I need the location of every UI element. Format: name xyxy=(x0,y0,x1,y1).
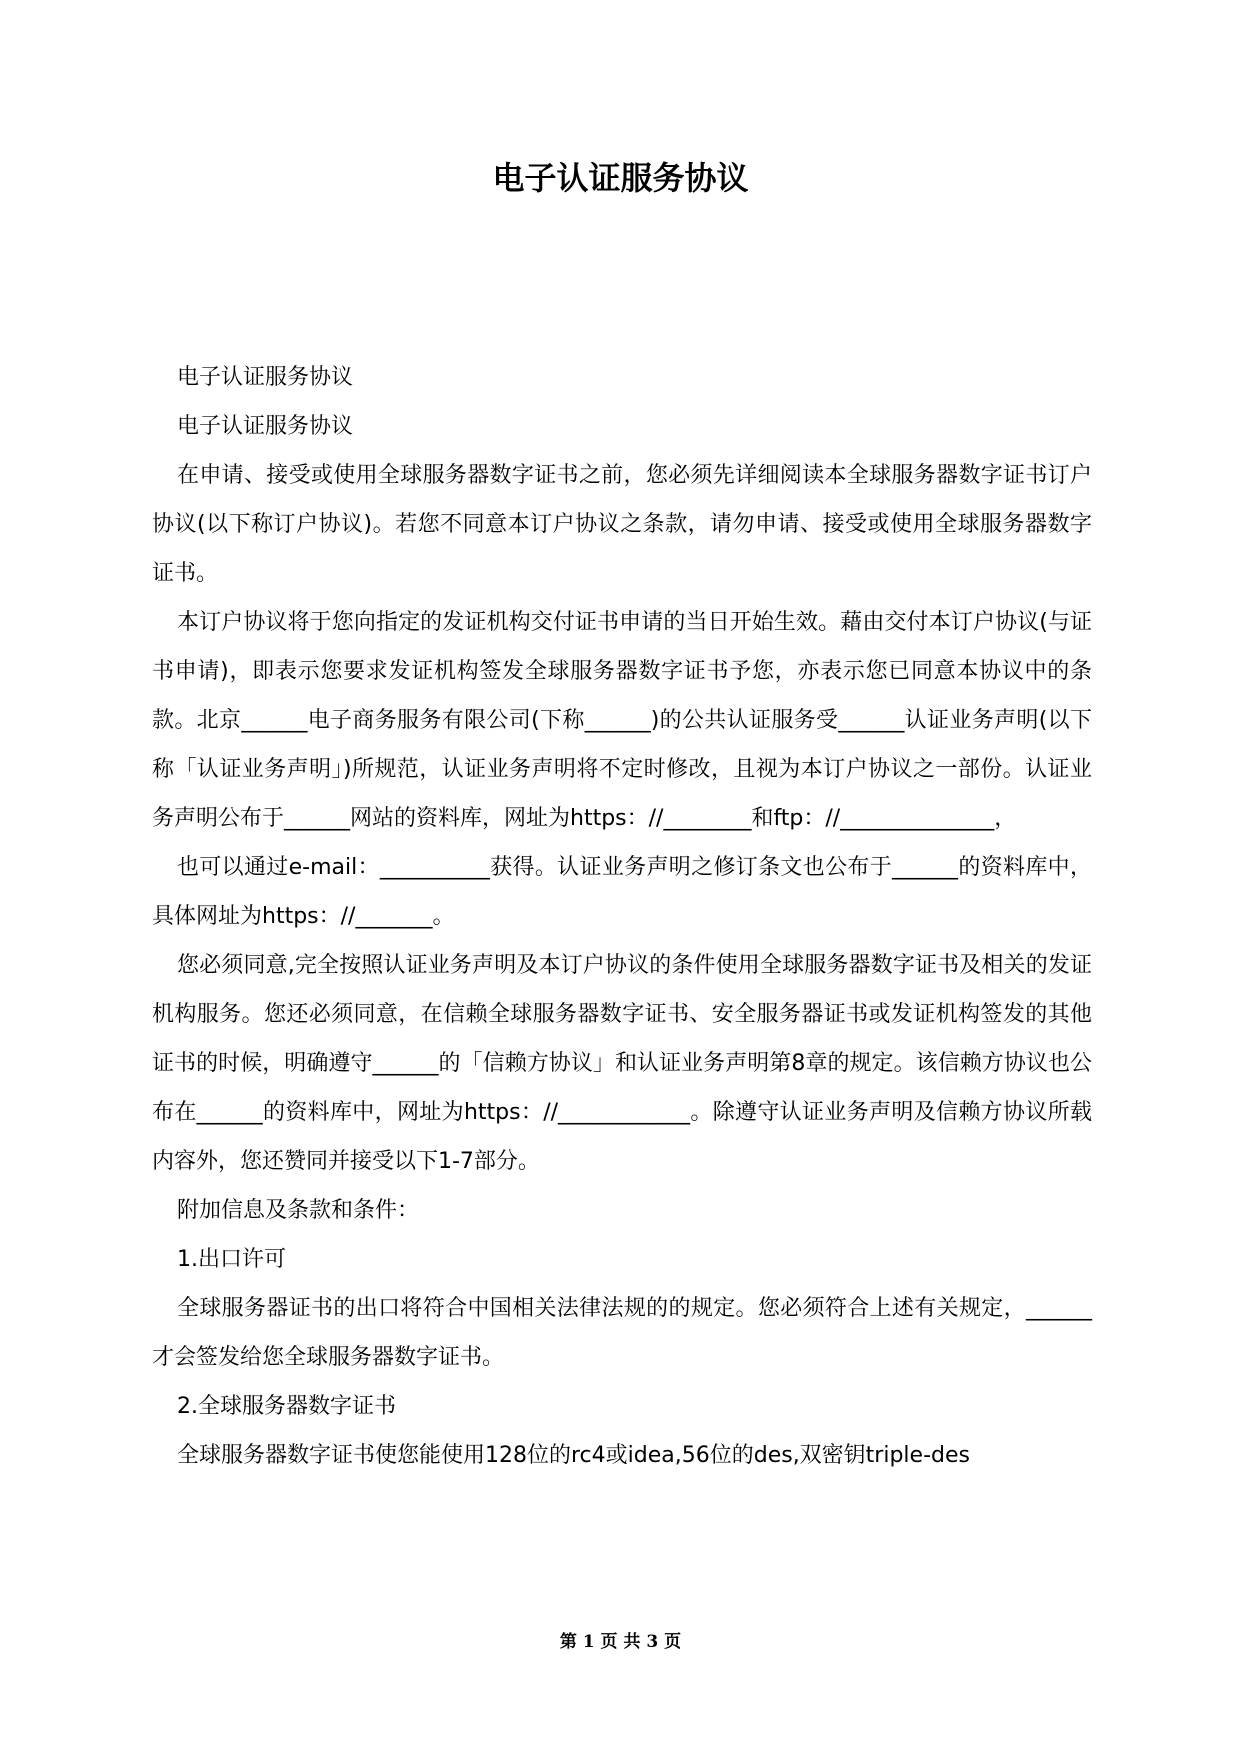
paragraph: 在申请、接受或使用全球服务器数字证书之前，您必须先详细阅读本全球服务器数字证书订户协议(以下称订户协议)。若您不同意本订户协议之条款，请勿申请、接受或使用全球服务器数字证书。 xyxy=(152,463,1092,586)
paragraph: 全球服务器数字证书使您能使用128位的rc4或idea,56位的des,双密钥triple-des xyxy=(177,1443,970,1468)
paragraph: 电子认证服务协议 xyxy=(177,365,354,390)
paragraph: 附加信息及条款和条件： xyxy=(177,1198,420,1223)
paragraph: 本订户协议将于您向指定的发证机构交付证书申请的当日开始生效。藉由交付本订户协议(与证书申请)，即表示您要求发证机构签发全球服务器数字证书予您，亦表示您已同意本协议中的条款。北京______电子商务服务有限公司(下称______)的公共认证服务受______认证业务声明(以下称「认证业务声明」)所规范，认证业务声明将不定时修改，且视为本订户协议之一部份。认证业务声明公布于______网站的资料库，网址为https：//________和ftp：//______________， xyxy=(152,610,1092,831)
paragraph: 电子认证服务协议 xyxy=(177,414,354,439)
paragraph: 您必须同意,完全按照认证业务声明及本订户协议的条件使用全球服务器数字证书及相关的发证机构服务。您还必须同意，在信赖全球服务器数字证书、安全服务器证书或发证机构签发的其他证书的时候，明确遵守______的「信赖方协议」和认证业务声明第8章的规定。该信赖方协议也公布在______的资料库中，网址为https：//____________。除遵守认证业务声明及信赖方协议所载内容外，您还赞同并接受以下1-7部分。 xyxy=(152,953,1093,1174)
section-heading: 1.出口许可 xyxy=(177,1247,286,1272)
document-body xyxy=(152,353,1092,1480)
paragraph: 全球服务器证书的出口将符合中国相关法律法规的的规定。您必须符合上述有关规定，______才会签发给您全球服务器数字证书。 xyxy=(152,1296,1092,1370)
paragraph: 也可以通过e-mail：__________获得。认证业务声明之修订条文也公布于______的资料库中，具体网址为https：//_______。 xyxy=(152,855,1092,929)
section-heading: 2.全球服务器数字证书 xyxy=(177,1394,396,1419)
document-title: 电子认证服务协议 xyxy=(492,159,749,197)
page-number-footer: 第 1 页 共 3 页 xyxy=(559,1632,682,1652)
